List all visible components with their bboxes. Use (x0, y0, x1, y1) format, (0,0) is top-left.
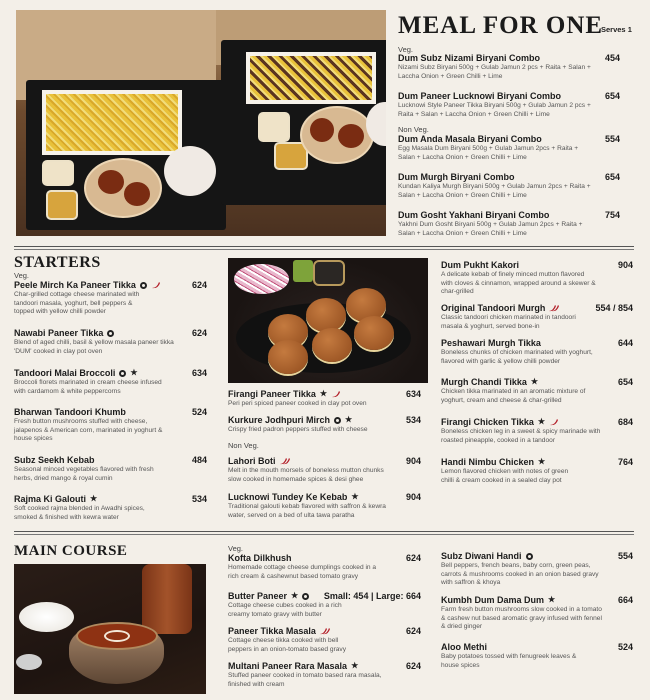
menu-item: Handi Nimbu Chicken ★ 764 Lemon flavored chicken with notes of green chilli & cream cooked in a sealed clay pot (441, 457, 633, 484)
menu-item: Aloo Methi 524 Baby potatoes tossed with fenugreek leaves & house spices (441, 642, 633, 669)
star-icon: ★ (291, 591, 299, 600)
non-veg-label: Non Veg. (228, 441, 259, 450)
menu-item: Butter Paneer ★ Small: 454 | Large: 664 Cottage cheese cubes cooked in a rich creamy tomato gravy with butter (228, 591, 421, 618)
menu-item: Original Tandoori Murgh 554 / 854 Classic tandoori chicken marinated in tandoori masala & yoghurt, served bone-in (441, 303, 633, 330)
section-divider (14, 531, 634, 535)
menu-item: Kofta Dilkhush 624 Homemade cottage cheese dumplings cooked in a rich cream & cashewnut based tomato gravy (228, 553, 421, 580)
star-icon: ★ (345, 415, 353, 424)
menu-item: Lahori Boti 904 Melt in the mouth morsels of boneless mutton chunks slow cooked in homemade spices & desi ghee (228, 456, 421, 483)
menu-item: Lucknowi Tundey Ke Kebab ★ 904 Traditional galouti kebab flavored with saffron & kewra water, served on a bed of ulta tawa paratha (228, 492, 421, 519)
star-icon: ★ (351, 661, 359, 670)
star-icon: ★ (130, 368, 138, 377)
menu-item: Paneer Tikka Masala 624 Cottage cheese tikka cooked with bell peppers in an onion-tomato based gravy (228, 626, 421, 653)
star-icon: ★ (538, 457, 546, 466)
biryani-combo-photo (16, 10, 386, 236)
non-veg-label: Non Veg. (398, 125, 429, 134)
veg-label: Veg. (398, 45, 414, 54)
menu-item: Firangi Paneer Tikka ★ 634 Peri peri spiced paneer cooked in clay pot oven (228, 389, 421, 407)
menu-item: Peshawari Murgh Tikka 644 Boneless chunks of chicken marinated with yoghurt, flavored with garlic & yellow chilli powder (441, 338, 633, 365)
chilli-icon (549, 418, 559, 426)
veg-label: Veg. (228, 544, 244, 553)
menu-item: Dum Gosht Yakhani Biryani Combo 754 Yakhni Dum Gosht Biryani 500g + Gulab Jamun 2pcs + Raita + Salan + Laccha Onion + Green Chilli + Lime (398, 210, 620, 237)
menu-item: Nawabi Paneer Tikka 624 Blend of aged chilli, basil & yellow masala paneer tikka 'DUM' cooked in clay pot oven (14, 328, 207, 355)
menu-item: Kumbh Dum Dama Dum ★ 664 Farm fresh button mushrooms slow cooked in a tomato & cashew nut based aromatic gravy infused with fennel & dried ginger (441, 595, 633, 631)
menu-item: Tandoori Malai Broccoli ★ 634 Broccoli florets marinated in cream cheese infused with cardamom & white peppercorns (14, 368, 207, 395)
galouti-kebab-photo (228, 258, 428, 383)
star-icon: ★ (351, 492, 359, 501)
menu-item: Dum Murgh Biryani Combo 654 Kundan Kaliya Murgh Biryani 500g + Gulab Jamun 2pcs + Raita + Salan + Laccha Onion + Green Chilli + Lime (398, 172, 620, 199)
starters-heading: STARTERS (14, 254, 101, 271)
chef-special-icon (334, 417, 341, 424)
serves-label: Serves 1 (601, 25, 632, 34)
star-icon: ★ (319, 389, 328, 398)
veg-label: Veg. (14, 271, 30, 280)
menu-item: Dum Subz Nizami Biryani Combo 454 Nizami Subz Biryani 500g + Gulab Jamun 2 pcs + Raita + Salan + Laccha Onion + Green Chilli + Lime (398, 53, 620, 80)
menu-item: Murgh Chandi Tikka ★ 654 Chicken tikka marinated in an aromatic mixture of yoghurt, cream and cheese & char-grilled (441, 377, 633, 404)
chef-special-icon (119, 370, 126, 377)
section-divider (14, 246, 634, 250)
chilli-icon (151, 281, 161, 289)
menu-item: Multani Paneer Rara Masala ★ 624 Stuffed paneer cooked in tomato based rara masala, finished with cream (228, 661, 421, 688)
double-chilli-icon (549, 304, 559, 312)
menu-item: Dum Pukht Kakori 904 A delicate kebab of finely minced mutton flavored with cloves & cinnamon, wrapped around a skewer & char-grilled (441, 260, 633, 296)
meal-for-one-heading: MEAL FOR ONE (398, 12, 604, 39)
menu-item: Kurkure Jodhpuri Mirch ★ 534 Crispy fried padron peppers stuffed with cheese (228, 415, 421, 433)
star-icon: ★ (548, 595, 556, 604)
chef-special-icon (140, 282, 147, 289)
menu-item: Rajma Ki Galouti ★ 534 Soft cooked rajma blended in Awadhi spices, smoked & finished with kewra water (14, 494, 207, 521)
chef-special-icon (526, 553, 533, 560)
chef-special-icon (302, 593, 309, 600)
menu-item: Dum Anda Masala Biryani Combo 554 Egg Masala Dum Biryani 500g + Gulab Jamun 2pcs + Raita + Salan + Laccha Onion + Green Chilli + Lime (398, 134, 620, 161)
dal-makhani-photo (14, 564, 206, 694)
menu-item: Dum Paneer Lucknowi Biryani Combo 654 Lucknowi Style Paneer Tikka Biryani 500g + Gulab Jamun 2 pcs + Raita + Salan + Laccha Onion + Green Chilli + Lime (398, 91, 620, 118)
chilli-icon (331, 390, 341, 398)
star-icon: ★ (90, 494, 98, 503)
double-chilli-icon (320, 627, 330, 635)
star-icon: ★ (537, 417, 546, 426)
menu-item: Bharwan Tandoori Khumb 524 Fresh button mushrooms stuffed with cheese, jalapenos & American corn, marinated in yoghurt & house spices (14, 407, 207, 443)
menu-item: Peele Mirch Ka Paneer Tikka 624 Char-grilled cottage cheese marinated with tandoori masala, yoghurt, bell peppers & topped with yellow chilli powder (14, 280, 207, 316)
double-chilli-icon (280, 457, 290, 465)
menu-item: Subz Seekh Kebab 484 Seasonal minced vegetables flavored with fresh herbs, dried mango & royal cumin (14, 455, 207, 482)
main-course-heading: MAIN COURSE (14, 543, 128, 559)
menu-item: Subz Diwani Handi 554 Bell peppers, french beans, baby corn, green peas, carrots & mushrooms cooked in an onion based gravy with saffron & khoya (441, 551, 633, 587)
menu-item: Firangi Chicken Tikka ★ 684 Boneless chicken leg in a sweet & spicy marinade with roasted pineapple, cooked in a tandoor (441, 417, 633, 444)
chef-special-icon (107, 330, 114, 337)
star-icon: ★ (530, 377, 539, 386)
